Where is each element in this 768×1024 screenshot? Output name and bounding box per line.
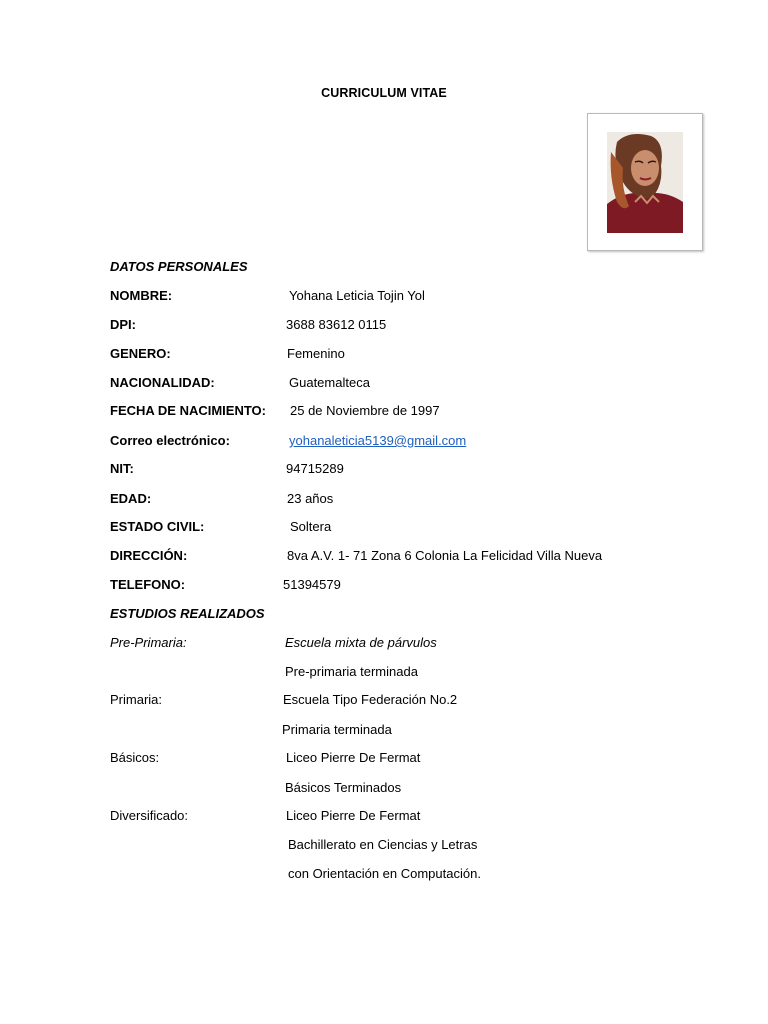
study-status: Pre-primaria terminada (285, 664, 418, 679)
study-school: Escuela mixta de párvulos (285, 635, 437, 650)
field-row-direccion (110, 548, 768, 568)
field-value: 8va A.V. 1- 71 Zona 6 Colonia La Felicidad Villa Nueva (287, 548, 603, 563)
field-row-telefono (110, 577, 768, 597)
field-value: 23 años (287, 491, 334, 506)
study-row-diversificado (110, 808, 768, 828)
field-value: Yohana Leticia Tojin Yol (289, 288, 425, 303)
field-row-correo (110, 433, 768, 453)
study-row-diversificado-degree (110, 837, 768, 857)
field-row-fecha-nacimiento (110, 403, 768, 423)
study-status: Básicos Terminados (285, 780, 402, 795)
field-row-edad (110, 491, 768, 511)
profile-photo-image (607, 132, 683, 233)
study-row-diversificado-degree-2 (110, 866, 768, 886)
study-row-basicos-status (110, 780, 768, 800)
field-value: 94715289 (286, 461, 344, 476)
field-label: TELEFONO: (110, 577, 186, 592)
study-row-preprimaria-status (110, 664, 768, 684)
field-label: DIRECCIÓN: (110, 548, 188, 563)
field-value: Femenino (287, 346, 345, 361)
study-school: Liceo Pierre De Fermat (286, 808, 421, 823)
study-level-label: Pre-Primaria: (110, 635, 187, 650)
field-label: NOMBRE: (110, 288, 173, 303)
study-school: Escuela Tipo Federación No.2 (283, 692, 458, 707)
field-row-nit (110, 461, 768, 481)
field-label: NACIONALIDAD: (110, 375, 215, 390)
study-status: Primaria terminada (282, 722, 392, 737)
study-level-label: Básicos: (110, 750, 160, 765)
field-row-dpi (110, 317, 768, 337)
field-label: GENERO: (110, 346, 171, 361)
study-level-label: Primaria: (110, 692, 163, 707)
field-row-genero (110, 346, 768, 366)
field-value: 25 de Noviembre de 1997 (290, 403, 440, 418)
section-heading-personal: DATOS PERSONALES (110, 259, 248, 274)
field-value: 51394579 (283, 577, 341, 592)
field-row-nacionalidad (110, 375, 768, 395)
field-label: NIT: (110, 461, 134, 476)
study-degree: Bachillerato en Ciencias y Letras (288, 837, 478, 852)
field-label: Correo electrónico: (110, 433, 230, 448)
field-label: ESTADO CIVIL: (110, 519, 205, 534)
field-value: Soltera (290, 519, 332, 534)
study-degree: con Orientación en Computación. (288, 866, 481, 881)
study-row-preprimaria (110, 635, 768, 655)
study-row-basicos (110, 750, 768, 770)
email-link[interactable]: yohanaleticia5139@gmail.com (289, 433, 467, 448)
study-level-label: Diversificado: (110, 808, 189, 823)
field-value: Guatemalteca (289, 375, 370, 390)
field-row-nombre (110, 288, 768, 308)
study-school: Liceo Pierre De Fermat (286, 750, 421, 765)
profile-photo (587, 113, 703, 251)
field-label: EDAD: (110, 491, 152, 506)
field-label: FECHA DE NACIMIENTO: (110, 403, 266, 418)
field-value: 3688 83612 0115 (286, 317, 387, 332)
section-heading-studies: ESTUDIOS REALIZADOS (110, 606, 265, 621)
page-title: CURRICULUM VITAE (321, 86, 447, 100)
field-row-estado-civil (110, 519, 768, 539)
study-row-primaria-status (110, 722, 768, 742)
field-label: DPI: (110, 317, 136, 332)
study-row-primaria (110, 692, 768, 712)
